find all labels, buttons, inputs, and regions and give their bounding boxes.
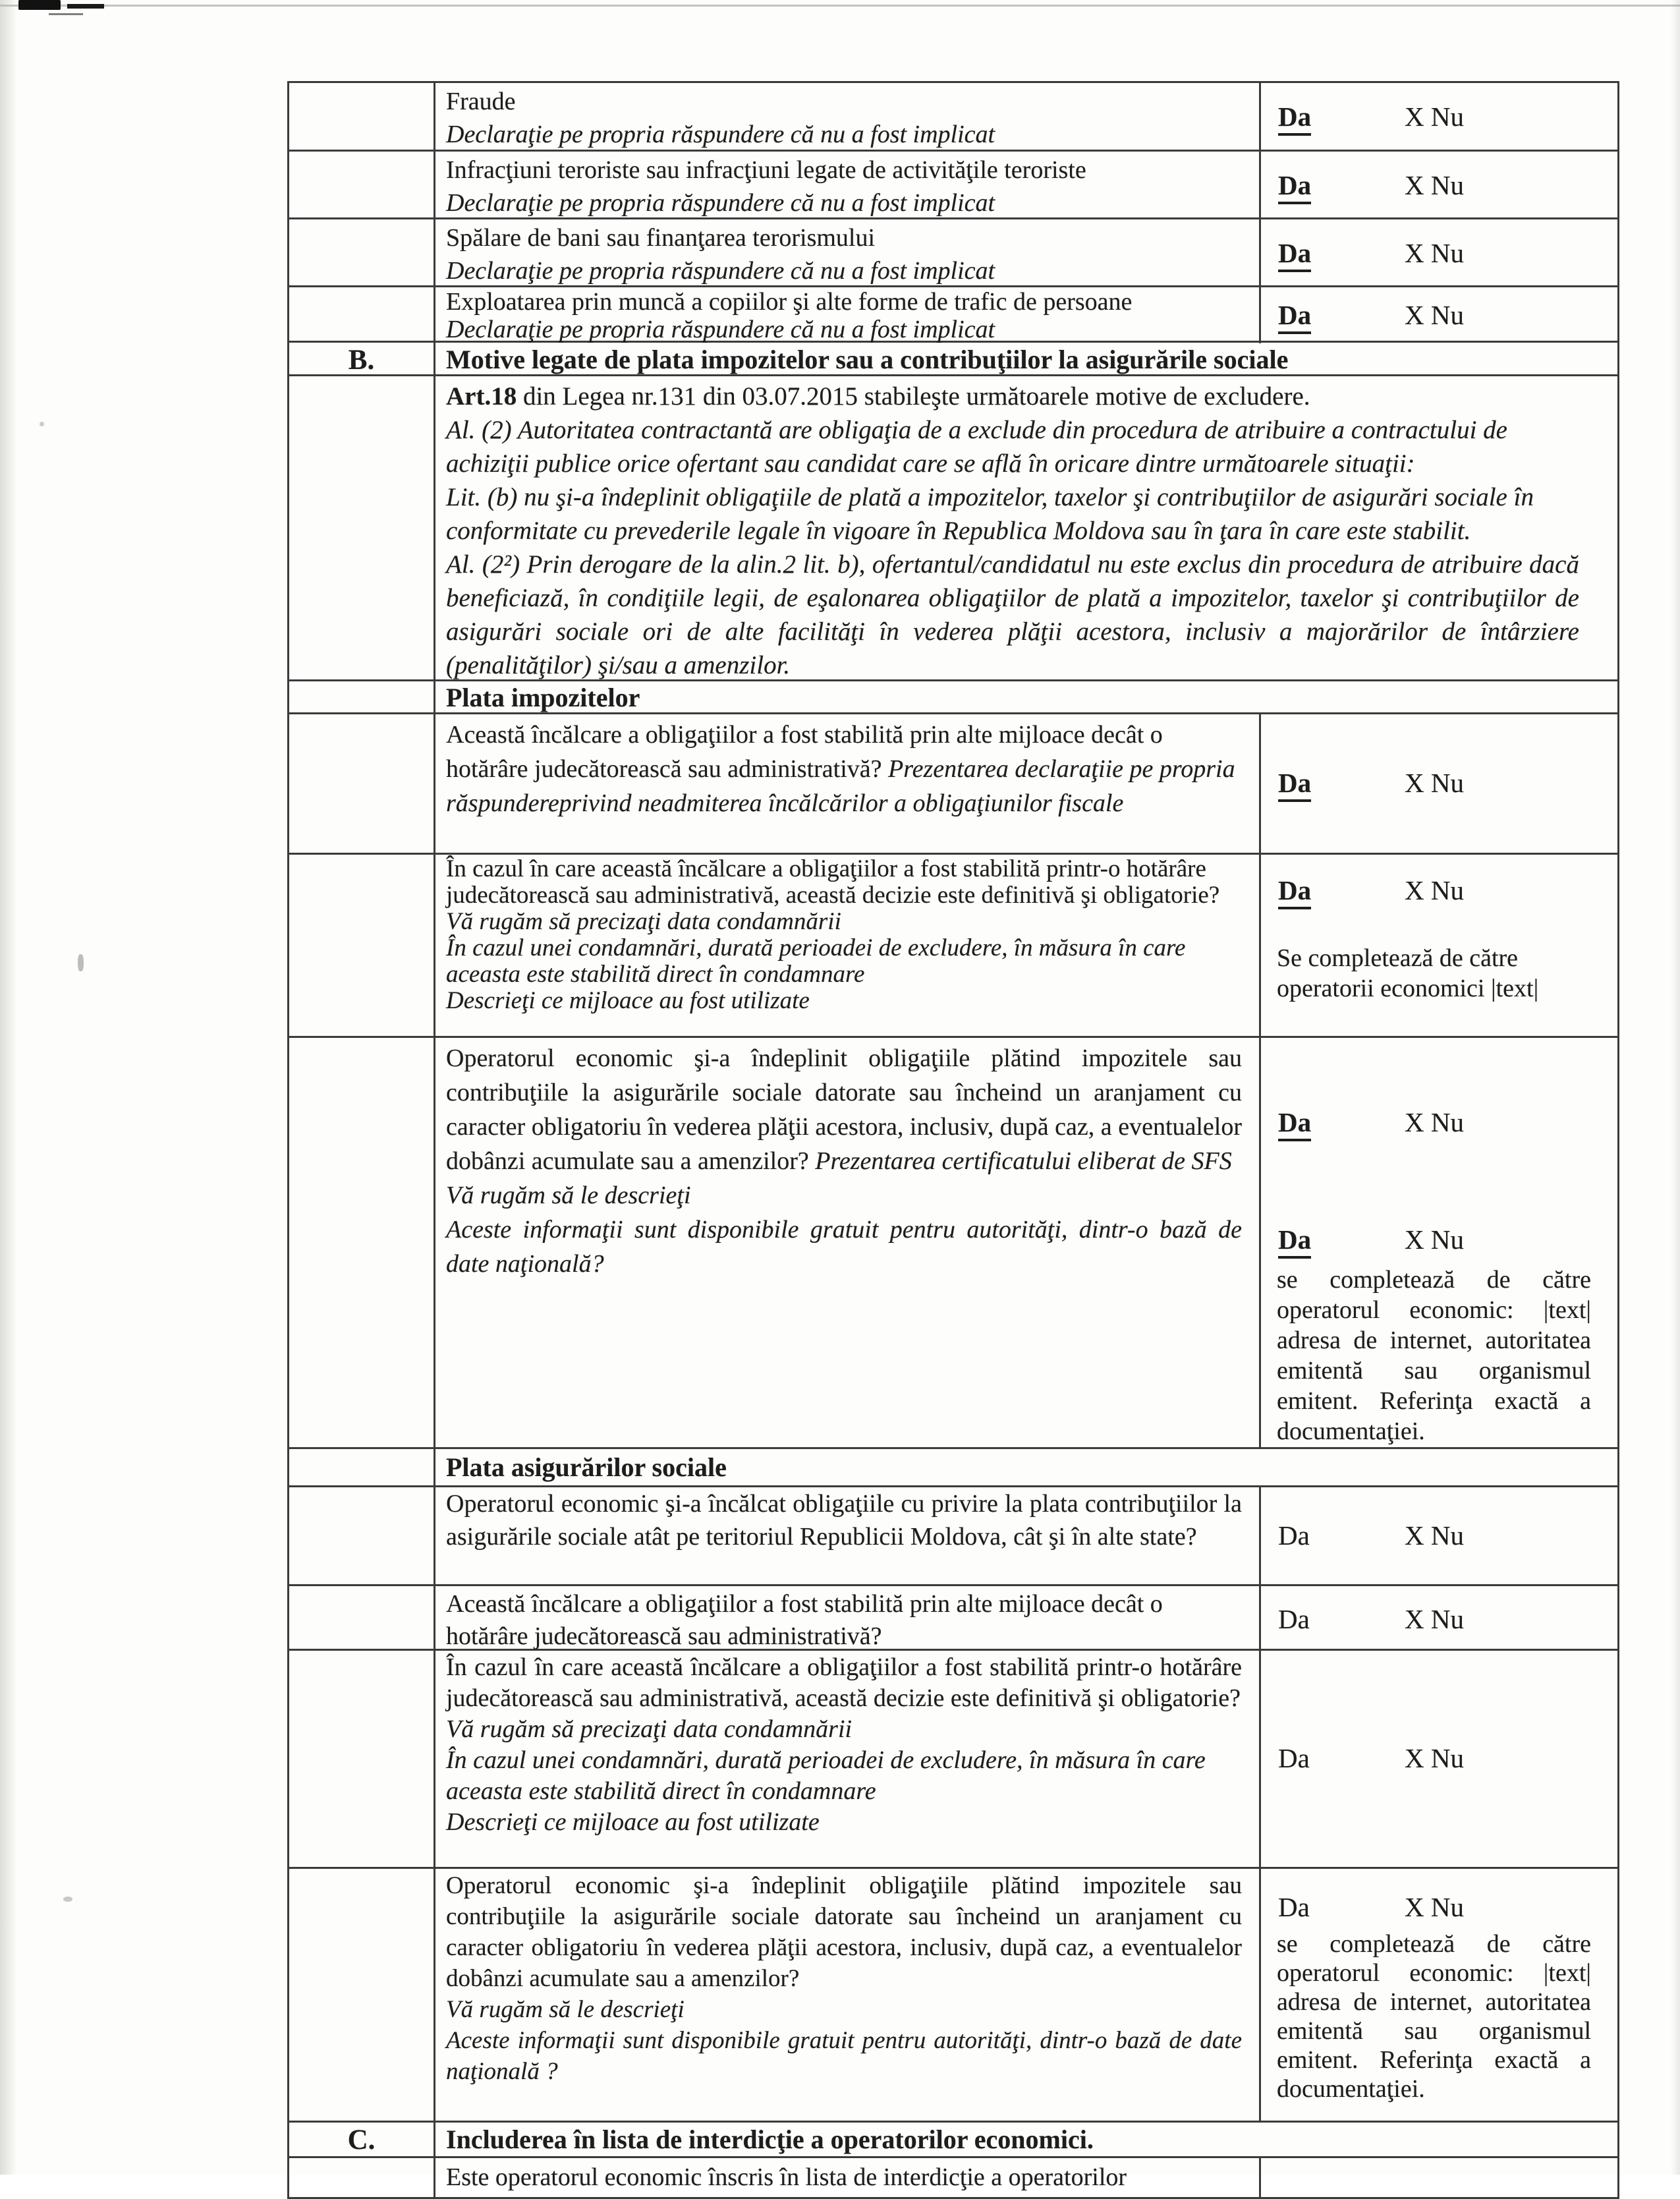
question-text: Operatorul economic şi-a îndeplinit obligaţiile plătind impozitele sau contribuţiile la asigurările sociale datorate sau încheind un aranjament cu caracter obligatoriu în vederea plăţii acestora, inclusiv, după caz, a eventualelor dobânzi acumulate sau a amenzilor?: [446, 1044, 1242, 1175]
al22-paragraph: Al. (2²) Prin derogare de la alin.2 lit. b), ofertantul/candidatul nu este exclus din procedura de atribuire dacă beneficiază, în condiţiile legii, de eşalonarea obligaţiilor de plată a impozitelor, taxelor şi contribuţiilor de asigurări sociale ori de alte facilităţi în vederea plăţii acestora, inclusiv a majorărilor de întârziere (penalităţilor) şi/sau a amenzilor.: [446, 550, 1579, 679]
row-label-cell: [289, 2158, 435, 2197]
da-option: Da: [1278, 1224, 1311, 1259]
da-option: Da: [1278, 1892, 1310, 1922]
question-cell: [435, 1869, 1261, 2121]
row-label-cell: [289, 681, 435, 714]
row-label-cell: [289, 152, 435, 219]
row-label-cell: [289, 1651, 435, 1867]
da-option: Da: [1278, 169, 1311, 204]
da-option: Da: [1278, 767, 1311, 802]
section-label: C.: [347, 2125, 376, 2156]
table-row-indeplinit-obligatii-2: [289, 1869, 1617, 2123]
answer-cell: [1261, 152, 1617, 219]
question-cell: [435, 83, 1261, 151]
subsection-plata-impozitelor: [289, 681, 1617, 714]
da-option: Da: [1278, 1106, 1311, 1141]
subsection-plata-asigurarilor: [289, 1449, 1617, 1487]
answer-cell: [1261, 1038, 1617, 1447]
answer-cell: [1261, 1586, 1617, 1653]
table-row-incalcare-mijloace: [289, 714, 1617, 855]
nu-option: X Nu: [1405, 237, 1464, 268]
row-label-cell: [289, 376, 435, 682]
question-note: Declaraţie pe propria răspundere că nu a fost implicat: [446, 257, 995, 285]
question-cell: [435, 714, 1261, 853]
answer-cell: [1261, 219, 1617, 287]
answer-options: [1261, 1603, 1617, 1636]
legal-text-cell: [435, 376, 1617, 682]
instruction-line-1: Vă rugăm să le descrieţi: [446, 1182, 691, 1209]
nu-option: X Nu: [1405, 768, 1464, 798]
row-label-cell: [289, 1586, 435, 1653]
table-row-exploatare: [289, 287, 1617, 343]
table-row-incalcare-mijloace-2: [289, 1586, 1617, 1651]
art18-line: [446, 380, 1579, 413]
scan-artifact-blob: [18, 0, 61, 10]
question-title: Fraude: [446, 88, 516, 115]
nu-option: X Nu: [1405, 101, 1464, 132]
instruction-line-3: Descrieţi ce mijloace au fost utilizate: [446, 1808, 820, 1836]
row-label-cell: [289, 83, 435, 151]
question-cell: [435, 1651, 1261, 1867]
al2-paragraph: Al. (2) Autoritatea contractantă are obligaţia de a exclude din procedura de atribuire a contractului de achiziţii publice orice ofertant sau candidat care se află în oricare dintre următoarele situaţii:: [446, 416, 1507, 478]
subsection-heading: Plata asigurărilor sociale: [446, 1452, 727, 1482]
row-label-cell: [289, 287, 435, 343]
answer-note: se completează de către operatorul economic: |text| adresa de internet, autoritatea emitentă sau organismul emitent. Referinţa exactă a documentaţiei.: [1277, 1266, 1591, 1445]
section-heading-cell: [435, 343, 1617, 376]
da-option: Da: [1278, 874, 1311, 909]
question-text: Este operatorul economic înscris în lista de interdicţie a operatorilor: [446, 2163, 1127, 2191]
answer-options: [1261, 1742, 1617, 1775]
answer-options: [1261, 169, 1617, 202]
question-text-block: [446, 1041, 1242, 1178]
answer-cell: [1261, 2158, 1617, 2197]
answer-options: [1261, 1520, 1617, 1553]
nu-option: X Nu: [1405, 1892, 1464, 1922]
table-row-hotarare-definitiva-2: [289, 1651, 1617, 1869]
da-option: Da: [1278, 1743, 1310, 1773]
question-note: Declaraţie pe propria răspundere că nu a fost implicat: [446, 189, 995, 217]
question-cell: [435, 152, 1261, 219]
section-label: B.: [348, 345, 375, 376]
instruction-line-2: Aceste informaţii sunt disponibile gratuit pentru autorităţi, dintr-o bază de date naţională?: [446, 1216, 1242, 1278]
table-row-spalare-bani: [289, 219, 1617, 287]
question-note: Declaraţie pe propria răspundere că nu a fost implicat: [446, 316, 995, 343]
section-b-row: [289, 343, 1617, 376]
answer-options: [1261, 1891, 1617, 1924]
row-label-cell: [289, 714, 435, 853]
question-text: Operatorul economic şi-a îndeplinit obligaţiile plătind impozitele sau contribuţiile la asigurările sociale datorate sau încheind un aranjament cu caracter obligatoriu în vederea plăţii acestora, inclusiv, după caz, a eventualelor dobânzi acumulate sau a amenzilor?: [446, 1872, 1242, 1992]
exclusion-grounds-table: [287, 81, 1619, 2199]
instruction-line-1: Vă rugăm să le descrieţi: [446, 1996, 685, 2023]
question-title: Exploatarea prin muncă a copiilor şi alte forme de trafic de persoane: [446, 288, 1133, 316]
nu-option: X Nu: [1405, 299, 1464, 330]
answer-options: [1261, 874, 1617, 907]
row-label-cell: [289, 1487, 435, 1584]
instruction-line-1: Vă rugăm să precizaţi data condamnării: [446, 1715, 853, 1743]
section-heading-cell: [435, 2123, 1617, 2156]
answer-options-2: [1261, 1224, 1617, 1257]
nu-option: X Nu: [1405, 1743, 1464, 1773]
question-cell: [435, 219, 1261, 287]
table-row-hotarare-definitiva: [289, 855, 1617, 1038]
instruction-line-2: În cazul unei condamnări, durată perioadei de excludere, în măsura în care aceasta este stabilită direct în condamnare: [446, 934, 1186, 988]
row-label-cell: [289, 1449, 435, 1485]
da-option: Da: [1278, 1603, 1310, 1634]
section-c-row: [289, 2123, 1617, 2158]
row-label-cell: [289, 1869, 435, 2121]
table-row-indeplinit-obligatii: [289, 1038, 1617, 1449]
table-row-fraude: [289, 83, 1617, 152]
answer-options: [1261, 237, 1617, 270]
da-option: Da: [1278, 299, 1311, 334]
nu-option: X Nu: [1405, 875, 1464, 905]
question-cell: [435, 855, 1261, 1036]
da-option: Da: [1278, 101, 1311, 136]
question-cell: [435, 1487, 1261, 1584]
answer-options: [1261, 299, 1617, 332]
row-label-cell: [289, 343, 435, 376]
question-title: Infracţiuni teroriste sau infracţiuni legate de activităţile teroriste: [446, 156, 1086, 184]
nu-option: X Nu: [1405, 169, 1464, 200]
nu-option: X Nu: [1405, 1224, 1464, 1255]
table-row-terorism: [289, 152, 1617, 219]
art18-rest: din Legea nr.131 din 03.07.2015 stabileşte următoarele motive de excludere.: [517, 382, 1310, 411]
row-label-cell: [289, 1038, 435, 1447]
answer-cell: [1261, 855, 1617, 1036]
table-row-lista-interdictie: [289, 2158, 1617, 2199]
nu-option: X Nu: [1405, 1603, 1464, 1634]
scan-speck: [78, 954, 84, 971]
section-heading: Motive legate de plata impozitelor sau a contribuţiilor la asigurările sociale: [446, 344, 1289, 374]
subsection-heading-cell: [435, 681, 1617, 714]
row-label-cell: [289, 855, 435, 1036]
scan-speck: [40, 422, 44, 426]
answer-cell: [1261, 1869, 1617, 2121]
question-text: Această încălcare a obligaţiilor a fost stabilită prin alte mijloace decât o hotărâre judecătorească sau administrativă?: [446, 721, 1163, 783]
table-row-incalcat-asigurari: [289, 1487, 1617, 1586]
nu-option: X Nu: [1405, 1520, 1464, 1551]
row-label-cell: [289, 219, 435, 287]
question-text: Această încălcare a obligaţiilor a fost stabilită prin alte mijloace decât o hotărâre judecătorească sau administrativă?: [446, 1590, 1163, 1650]
answer-options: [1261, 101, 1617, 134]
da-option: Da: [1278, 237, 1311, 272]
row-label-cell: [289, 2123, 435, 2156]
litb-paragraph: Lit. (b) nu şi-a îndeplinit obligaţiile de plată a impozitelor, taxelor şi contribuţiilor de asigurări sociale în conformitate cu prevederile legale în vigoare în Republica Moldova sau în ţara în care este stabilit.: [446, 483, 1534, 545]
instruction-line-3: Descrieţi ce mijloace au fost utilizate: [446, 987, 810, 1014]
subsection-heading: Plata impozitelor: [446, 683, 640, 712]
answer-note: Se completează de către operatorii economici |text|: [1277, 944, 1539, 1002]
answer-cell: [1261, 714, 1617, 853]
question-text: Operatorul economic şi-a încălcat obligaţiile cu privire la plata contribuţiilor la asigurările sociale atât pe teritoriul Republicii Moldova, cât şi în alte state?: [446, 1490, 1242, 1551]
answer-cell: [1261, 1487, 1617, 1584]
answer-cell: [1261, 83, 1617, 151]
question-note: Declaraţie pe propria răspundere că nu a fost implicat: [446, 121, 995, 148]
subsection-heading-cell: [435, 1449, 1617, 1485]
question-text: În cazul în care această încălcare a obligaţiilor a fost stabilită printr-o hotărâre judecătorească sau administrativă, această decizie este definitivă şi obligatorie?: [446, 1653, 1242, 1712]
instruction-line-1: Vă rugăm să precizaţi data condamnării: [446, 908, 841, 935]
question-cell: [435, 1586, 1261, 1653]
nu-option: X Nu: [1405, 1107, 1464, 1137]
answer-cell: [1261, 1651, 1617, 1867]
question-text-italic: Prezentarea certificatului eliberat de SFS: [815, 1147, 1232, 1175]
section-heading: Includerea în lista de interdicţie a operatorilor economici.: [446, 2124, 1094, 2154]
scan-speck: [63, 1897, 72, 1902]
question-cell: [435, 2158, 1261, 2197]
question-title: Spălare de bani sau finanţarea terorismului: [446, 224, 876, 252]
answer-options: [1261, 767, 1617, 800]
question-text: În cazul în care această încălcare a obligaţiilor a fost stabilită printr-o hotărâre judecătorească sau administrativă, această decizie este definitivă şi obligatorie?: [446, 855, 1220, 909]
question-cell: [435, 1038, 1261, 1447]
instruction-line-2: Aceste informaţii sunt disponibile gratuit pentru autorităţi, dintr-o bază de date naţională ?: [446, 2027, 1242, 2085]
instruction-line-2: În cazul unei condamnări, durată perioadei de excludere, în măsura în care aceasta este stabilită direct în condamnare: [446, 1746, 1206, 1805]
question-cell: [435, 287, 1261, 343]
question-text-block: [446, 718, 1242, 820]
art18-ref: Art.18: [446, 382, 517, 411]
question-text-italic: Prezentarea declaraţiie pe propria răspundereprivind neadmiterea încălcărilor a obligaţiunilor fiscale: [446, 755, 1235, 817]
answer-options-1: [1261, 1106, 1617, 1139]
scan-artifact-line: [0, 5, 1680, 7]
answer-note: se completează de către operatorul economic: |text| adresa de internet, autoritatea emitentă sau organismul emitent. Referinţa exactă a documentaţiei.: [1277, 1930, 1591, 2103]
da-option: Da: [1278, 1520, 1310, 1551]
answer-cell: [1261, 287, 1617, 343]
legal-text-row: [289, 376, 1617, 681]
